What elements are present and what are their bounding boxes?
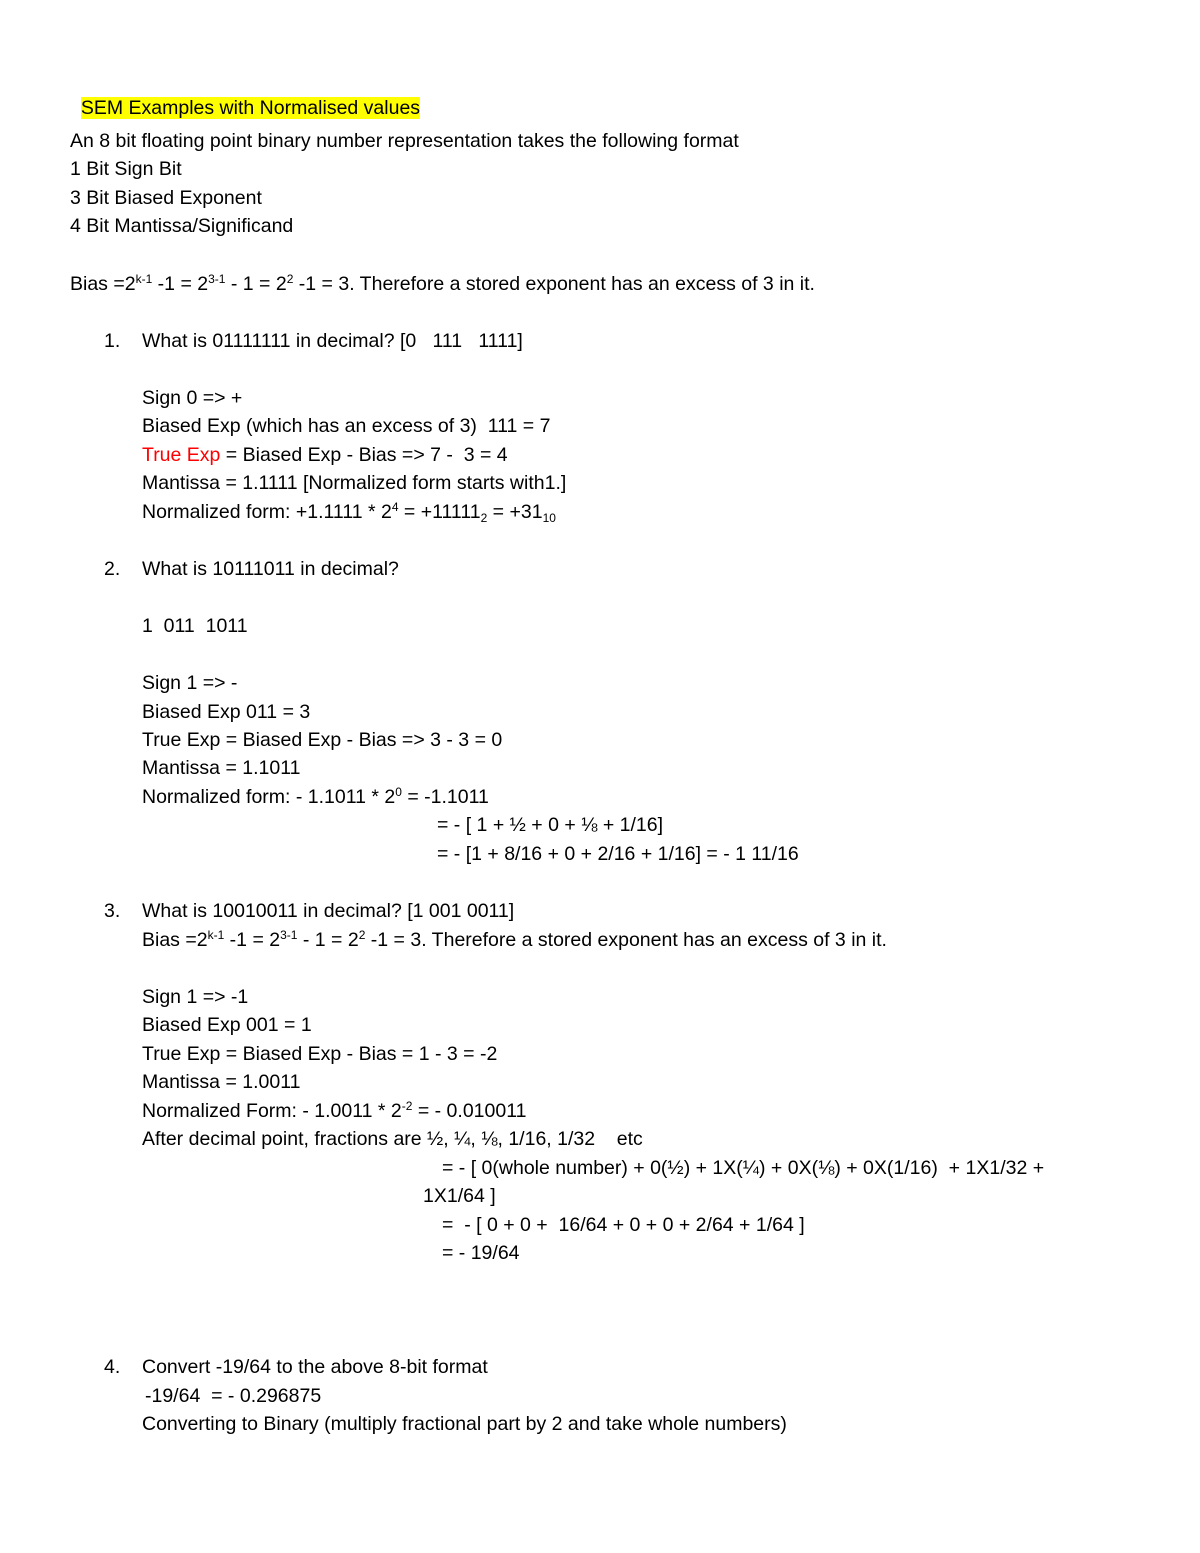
bias-superscript: k-1	[135, 272, 153, 286]
q2-number: 2.	[104, 558, 121, 580]
q4-number: 4.	[104, 1356, 121, 1378]
q2-normalized-form	[142, 785, 489, 809]
q1-number: 1.	[104, 330, 121, 352]
q1-sign: Sign 0 => +	[142, 387, 243, 409]
q2-norm-exponent: 0	[395, 785, 402, 799]
q1-norm-base: 2	[480, 511, 488, 525]
bias-text: -1 = 2	[152, 273, 209, 295]
q3-bias-formula	[142, 928, 887, 952]
q1-true-exp-text: = Biased Exp - Bias => 7 - 3 = 4	[220, 444, 508, 466]
q3-norm-text: = - 0.010011	[412, 1100, 527, 1122]
q1-mantissa: Mantissa = 1.1111 [Normalized form starts with1.]	[142, 472, 567, 494]
q3-mantissa: Mantissa = 1.0011	[142, 1071, 301, 1093]
q3-step-2: = - [ 0 + 0 + 16/64 + 0 + 0 + 2/64 + 1/64 ]	[442, 1214, 805, 1236]
bias-superscript: 2	[286, 272, 294, 286]
q2-sign: Sign 1 => -	[142, 672, 238, 694]
q2-norm-text: Normalized form: - 1.1011 * 2	[142, 786, 396, 808]
q3-biased-exp: Biased Exp 001 = 1	[142, 1014, 312, 1036]
bias-formula	[70, 272, 815, 296]
q4-value: -19/64 = - 0.296875	[145, 1385, 322, 1407]
q3-sign: Sign 1 => -1	[142, 986, 249, 1008]
q3-step-3: = - 19/64	[442, 1242, 520, 1264]
bias-text: - 1 = 2	[225, 273, 287, 295]
q3-question: What is 10010011 in decimal? [1 001 0011]	[142, 900, 515, 922]
bias-superscript: 3-1	[208, 272, 226, 286]
q2-biased-exp: Biased Exp 011 = 3	[142, 701, 311, 723]
exponent-bit-line: 3 Bit Biased Exponent	[70, 187, 262, 209]
q2-bits: 1 011 1011	[142, 615, 248, 637]
q2-step-1: = - [ 1 + ½ + 0 + ⅛ + 1/16]	[437, 814, 664, 836]
q1-biased-exp: Biased Exp (which has an excess of 3) 111 = 7	[142, 415, 551, 437]
q4-question: Convert -19/64 to the above 8-bit format	[142, 1356, 488, 1378]
sign-bit-line: 1 Bit Sign Bit	[70, 158, 182, 180]
q1-normalized-form	[142, 500, 556, 524]
q2-step-2: = - [1 + 8/16 + 0 + 2/16 + 1/16] = - 1 11/16	[437, 843, 799, 865]
q3-norm-text: Normalized Form: - 1.0011 * 2	[142, 1100, 402, 1122]
q1-norm-text: Normalized form: +1.1111 * 2	[142, 501, 392, 523]
q3-step-1b: 1X1/64 ]	[423, 1185, 496, 1207]
q3-number: 3.	[104, 900, 121, 922]
bias-text: Bias =2	[142, 929, 208, 951]
bias-text: - 1 = 2	[297, 929, 359, 951]
q3-fractions-note: After decimal point, fractions are ½, ¼, ⅛, 1/16, 1/32 etc	[142, 1128, 643, 1150]
q1-norm-text: = +11111	[398, 501, 481, 523]
bias-superscript: 2	[358, 928, 366, 942]
intro-line: An 8 bit floating point binary number representation takes the following format	[70, 130, 739, 152]
q1-norm-text: = +31	[487, 501, 543, 523]
bias-text: Bias =2	[70, 273, 136, 295]
page-title	[70, 72, 420, 120]
q1-true-exp-label: True Exp	[142, 444, 221, 466]
q3-step-1a: = - [ 0(whole number) + 0(½) + 1X(¼) + 0X(⅛) + 0X(1/16) + 1X1/32 +	[442, 1157, 1045, 1179]
title-highlight: SEM Examples with Normalised values	[80, 97, 421, 119]
bias-text: -1 = 2	[224, 929, 281, 951]
q4-method: Converting to Binary (multiply fractional part by 2 and take whole numbers)	[142, 1413, 787, 1435]
q2-true-exp: True Exp = Biased Exp - Bias => 3 - 3 = 0	[142, 729, 503, 751]
q2-question: What is 10111011 in decimal?	[142, 558, 399, 580]
bias-text: -1 = 3. Therefore a stored exponent has an excess of 3 in it.	[365, 929, 887, 951]
q3-norm-exponent: -2	[401, 1099, 413, 1113]
q3-true-exp: True Exp = Biased Exp - Bias = 1 - 3 = -2	[142, 1043, 498, 1065]
q2-mantissa: Mantissa = 1.1011	[142, 757, 301, 779]
bias-superscript: 3-1	[280, 928, 298, 942]
q1-true-exp	[142, 443, 508, 467]
bias-text: -1 = 3. Therefore a stored exponent has an excess of 3 in it.	[293, 273, 815, 295]
q1-question: What is 01111111 in decimal? [0 111 1111]	[142, 330, 523, 352]
q1-norm-base: 10	[542, 511, 556, 525]
q2-norm-text: = -1.1011	[401, 786, 489, 808]
q3-normalized-form	[142, 1099, 526, 1123]
bias-superscript: k-1	[207, 928, 225, 942]
mantissa-bit-line: 4 Bit Mantissa/Significand	[70, 215, 294, 237]
q1-norm-exponent: 4	[391, 500, 399, 514]
